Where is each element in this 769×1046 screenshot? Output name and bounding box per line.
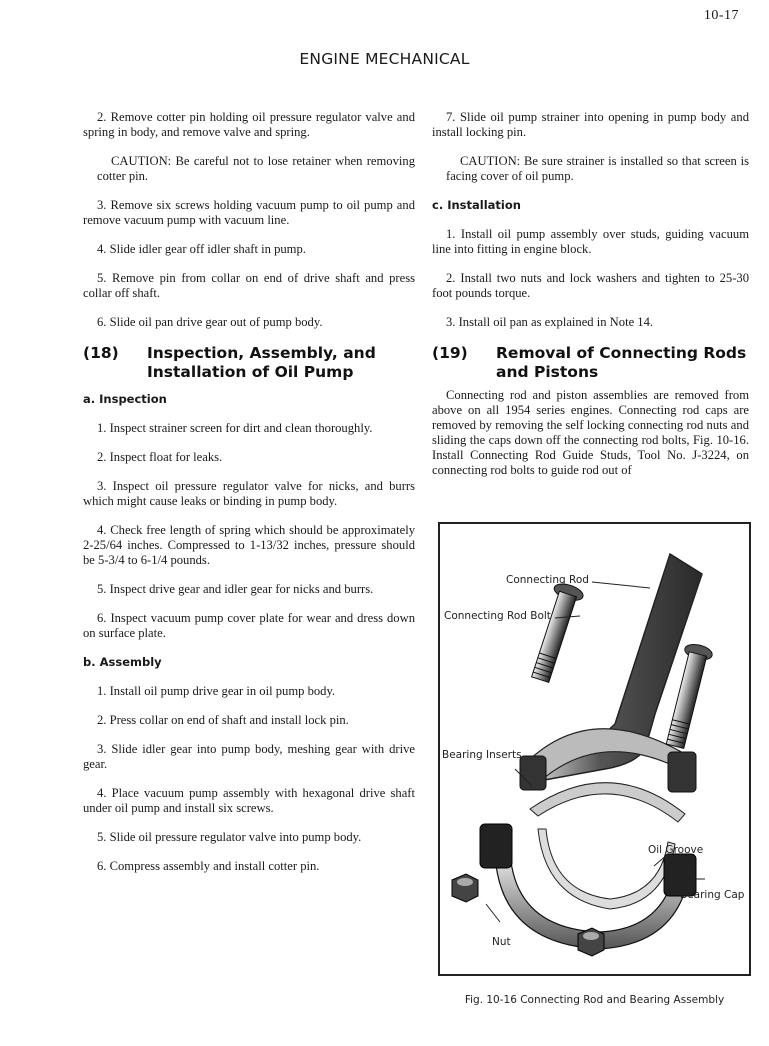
callout-bearing-cap: Bearing Cap bbox=[680, 889, 745, 901]
figure-caption: Fig. 10-16 Connecting Rod and Bearing Assembly bbox=[464, 994, 725, 1006]
step-paragraph: 2. Install two nuts and lock washers and tighten to 25-30 foot pounds torque. bbox=[432, 271, 749, 300]
step-paragraph: 6. Slide oil pan drive gear out of pump body. bbox=[97, 315, 323, 329]
step-paragraph: 6. Inspect vacuum pump cover plate for wear and dress down on surface plate. bbox=[83, 611, 415, 640]
connecting-rod-illustration bbox=[438, 522, 751, 976]
step-paragraph: 2. Remove cotter pin holding oil pressure regulator valve and spring in body, and remove valve and spring. bbox=[83, 110, 415, 139]
step-paragraph: 7. Slide oil pump strainer into opening in pump body and install locking pin. bbox=[432, 110, 749, 139]
connecting-rod-bolt-left bbox=[526, 581, 585, 684]
running-head: ENGINE MECHANICAL bbox=[299, 50, 470, 68]
step-paragraph: 3. Slide idler gear into pump body, meshing gear with drive gear. bbox=[83, 742, 415, 771]
nut-right bbox=[578, 928, 604, 956]
step-paragraph: 3. Inspect oil pressure regulator valve for nicks, and burrs which might cause leaks or binding in pump body. bbox=[83, 479, 415, 508]
rod-left-boss bbox=[520, 756, 546, 790]
left-column bbox=[83, 110, 415, 888]
section-title: Removal of Connecting Rods and Pistons bbox=[496, 344, 747, 381]
callout-nut: Nut bbox=[492, 936, 511, 948]
bearing-insert-upper bbox=[530, 783, 685, 822]
step-paragraph: 3. Remove six screws holding vacuum pump to oil pump and remove vacuum pump with vacuum line. bbox=[83, 198, 415, 227]
step-paragraph: 4. Check free length of spring which should be approximately 2-25/64 inches. Compressed to 1-13/32 inches, pressure should be 5-3/4 to 6-1/4 pounds. bbox=[83, 523, 415, 567]
section-heading-19 bbox=[432, 344, 749, 382]
step-paragraph: 5. Slide oil pressure regulator valve into pump body. bbox=[97, 830, 362, 844]
subheading-assembly: b. Assembly bbox=[83, 655, 162, 669]
cap-left-boss bbox=[480, 824, 512, 868]
section-title: Inspection, Assembly, and Installation of Oil Pump bbox=[147, 344, 376, 381]
caution-note: CAUTION: Be careful not to lose retainer when removing cotter pin. bbox=[97, 154, 415, 183]
body-paragraph: Connecting rod and piston assemblies are removed from above on all 1954 series engines. Connecting rod caps are removed by removing the self locking connecting rod nuts and sliding the caps down off the connecting rod bolts, Fig. 10-16. Install Connecting Rod Guide Studs, Tool No. J-3224, on connecting rod bolts to guide rod out of bbox=[432, 388, 749, 477]
callout-bearing-inserts: Bearing Inserts bbox=[442, 749, 522, 761]
callout-connecting-rod-bolt: Connecting Rod Bolt bbox=[444, 610, 551, 622]
step-paragraph: 1. Install oil pump assembly over studs, guiding vacuum line into fitting in engine block. bbox=[432, 227, 749, 256]
section-number: (19) bbox=[432, 344, 468, 362]
bearing-insert-lower bbox=[538, 829, 675, 909]
section-heading-18 bbox=[83, 344, 415, 382]
step-paragraph: 1. Inspect strainer screen for dirt and clean thoroughly. bbox=[97, 421, 373, 435]
callout-connecting-rod: Connecting Rod bbox=[506, 574, 589, 586]
subheading-installation: c. Installation bbox=[432, 198, 521, 212]
step-paragraph: 4. Slide idler gear off idler shaft in pump. bbox=[97, 242, 306, 256]
rod-right-boss bbox=[668, 752, 696, 792]
callout-oil-groove: Oil Groove bbox=[648, 844, 704, 856]
step-paragraph: 3. Install oil pan as explained in Note 14. bbox=[446, 315, 654, 329]
step-paragraph: 5. Inspect drive gear and idler gear for nicks and burrs. bbox=[97, 582, 374, 596]
step-paragraph: 6. Compress assembly and install cotter pin. bbox=[97, 859, 320, 873]
section-number: (18) bbox=[83, 344, 119, 362]
step-paragraph: 5. Remove pin from collar on end of drive shaft and press collar off shaft. bbox=[83, 271, 415, 300]
caution-note: CAUTION: Be sure strainer is installed so that screen is facing cover of oil pump. bbox=[446, 154, 749, 183]
step-paragraph: 2. Press collar on end of shaft and install lock pin. bbox=[97, 713, 349, 727]
right-column bbox=[432, 110, 749, 492]
step-paragraph: 2. Inspect float for leaks. bbox=[97, 450, 223, 464]
step-paragraph: 4. Place vacuum pump assembly with hexagonal drive shaft under oil pump and install six screws. bbox=[83, 786, 415, 815]
step-paragraph: 1. Install oil pump drive gear in oil pump body. bbox=[97, 684, 336, 698]
page-number: 10-17 bbox=[703, 8, 739, 23]
nut-left bbox=[452, 874, 478, 902]
subheading-inspection: a. Inspection bbox=[83, 392, 167, 406]
